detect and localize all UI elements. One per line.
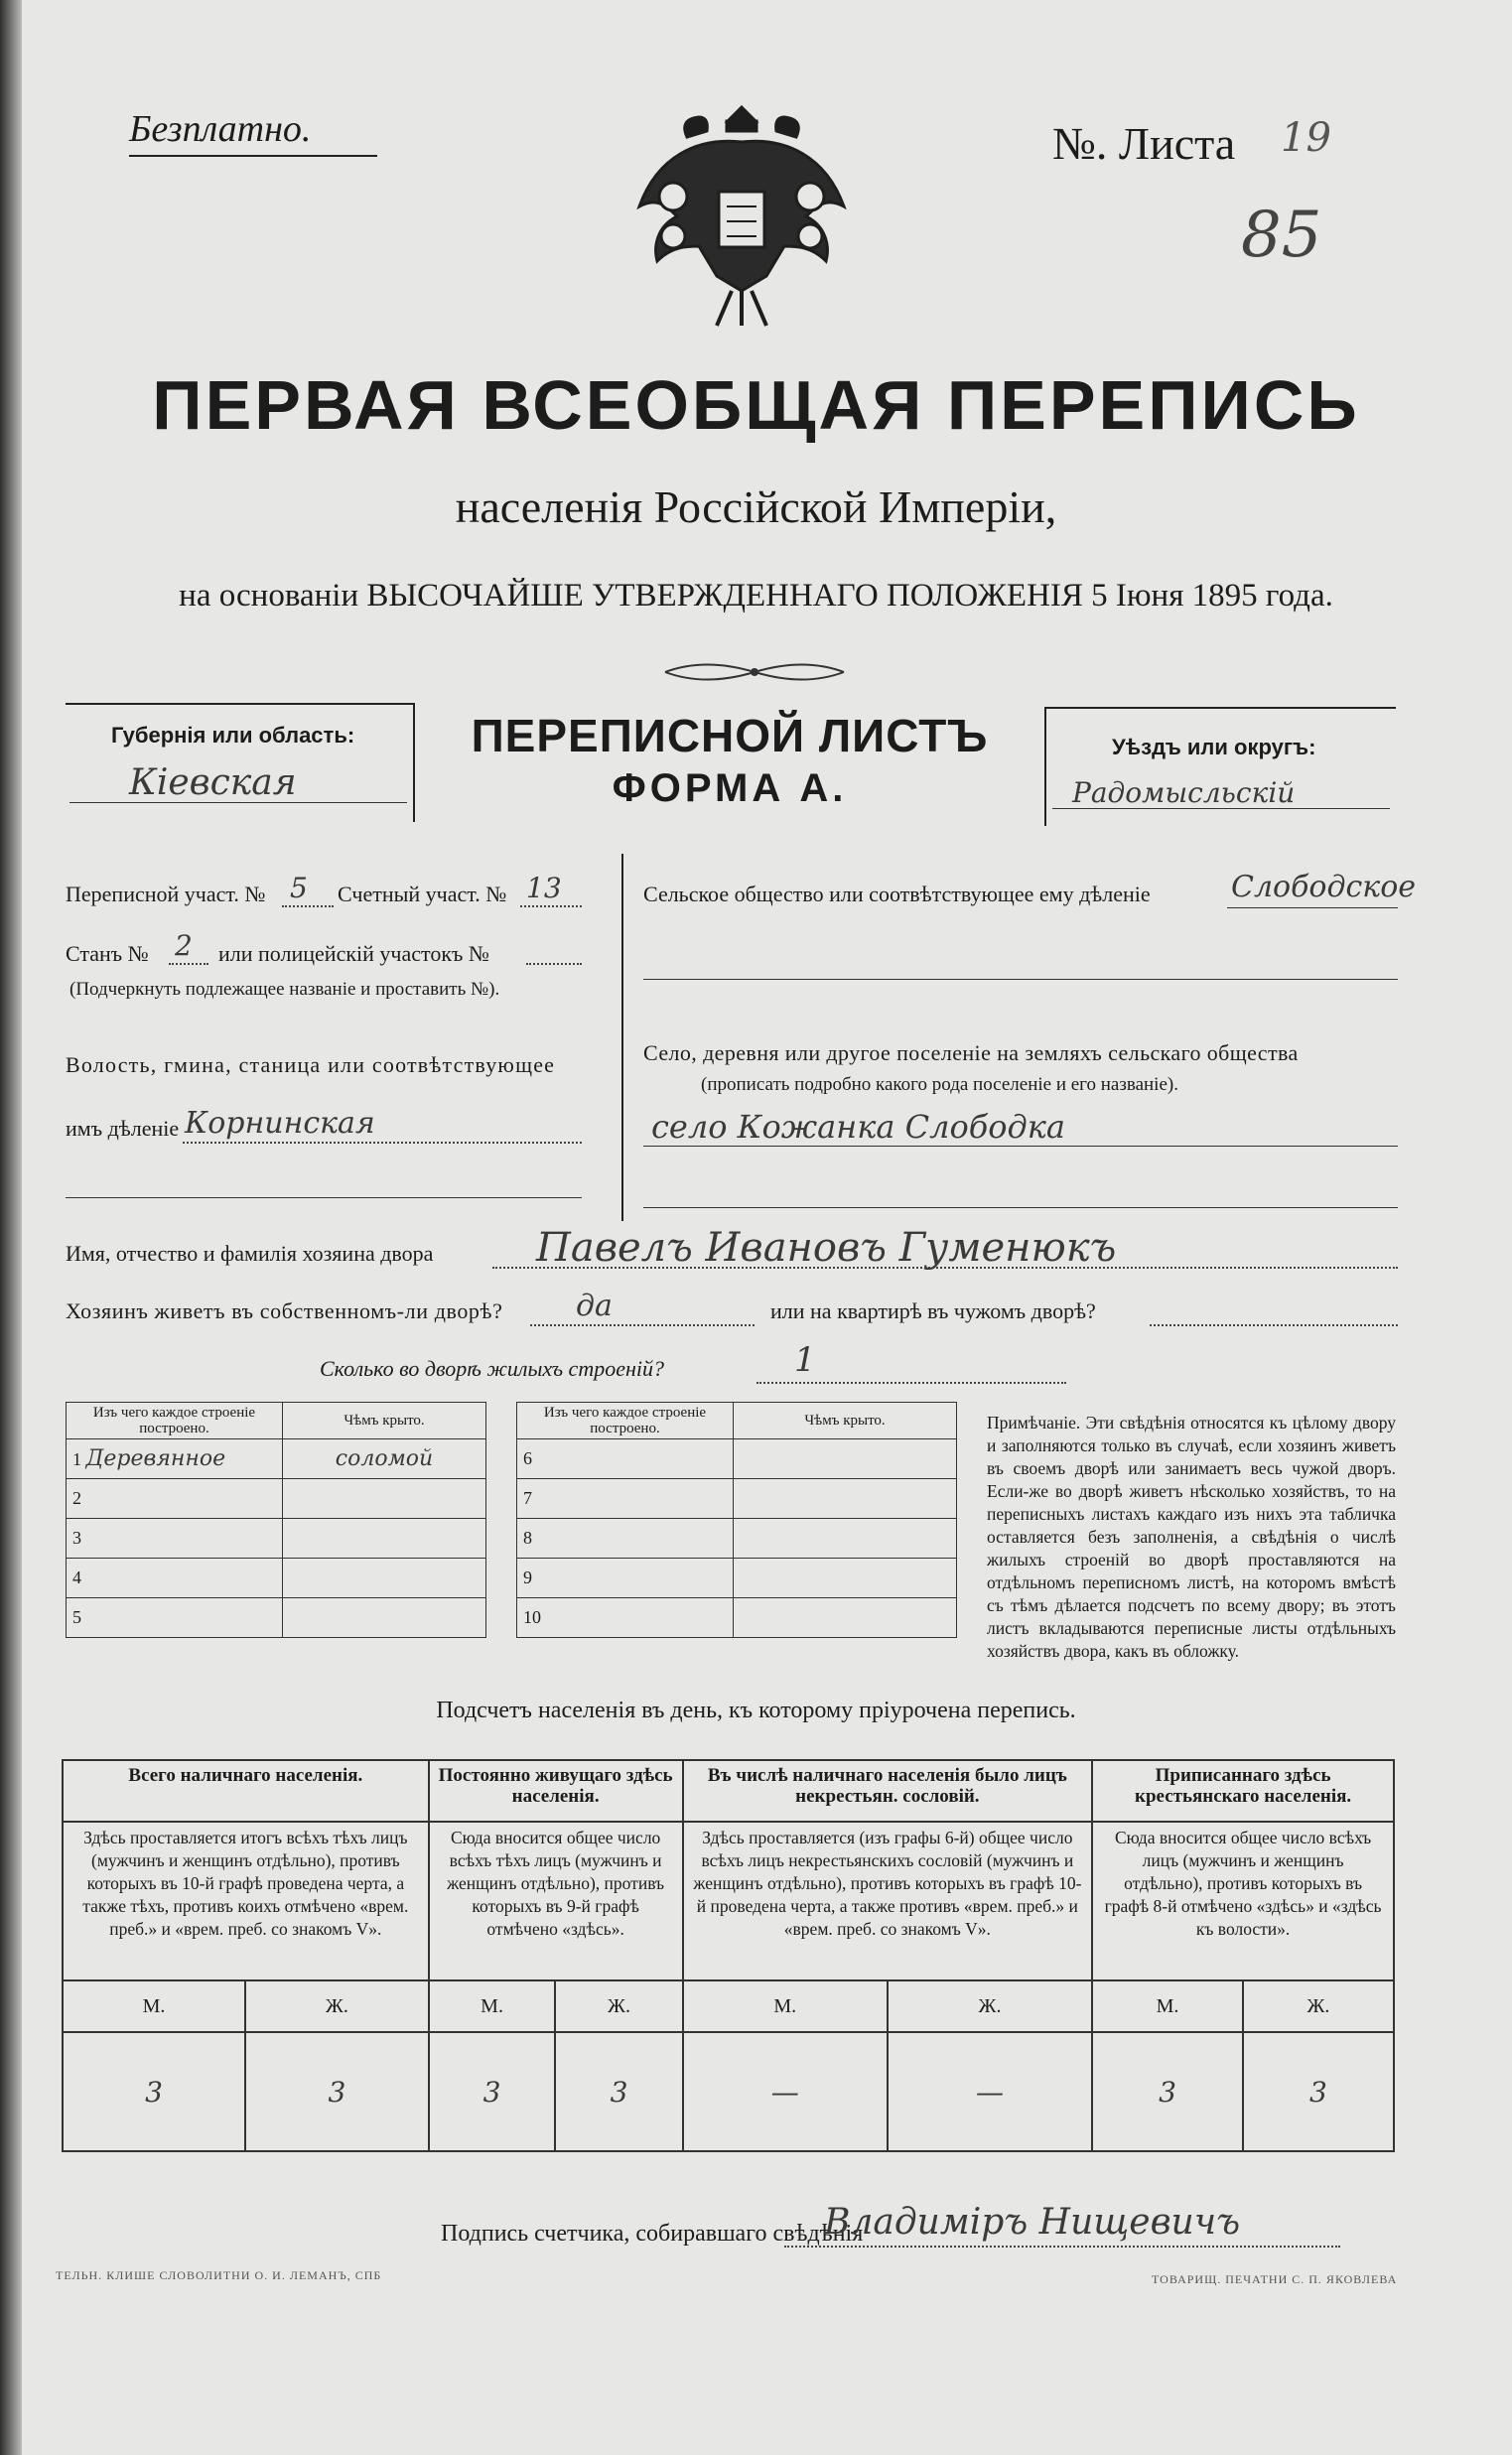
col-permanent-desc: Сюда вносится общее число всѣхъ тѣхъ лицъ (мужчинъ и женщинъ отдѣльно), противъ которыхъ въ 9-й графѣ отмѣчено «здѣсь». [429, 1822, 683, 1980]
owner-name-line [492, 1267, 1398, 1269]
uezd-label: Уѣздъ или округъ: [1112, 735, 1316, 759]
police-line [526, 963, 582, 965]
table-row: 5 [67, 1598, 486, 1638]
table-row: 10 [517, 1598, 957, 1638]
col-roof-header: Чѣмъ крыто. [283, 1403, 486, 1439]
count-section-value: 13 [526, 872, 562, 904]
title-basis: на основаніи ВЫСОЧАЙШЕ УТВЕРЖДЕННАГО ПОЛОЖЕНІЯ 5 Іюня 1895 года. [179, 578, 1333, 614]
f-label: Ж. [888, 1980, 1092, 2032]
table-row: 9 [517, 1559, 957, 1598]
own-yard-line [530, 1324, 755, 1326]
stan-value: 2 [175, 929, 193, 962]
society-label: Сельское общество или соотвѣтствующее ему дѣленіе [643, 882, 1151, 906]
buildings-value: 1 [794, 1340, 816, 1380]
col-roof-header-2: Чѣмъ крыто. [734, 1403, 957, 1439]
volost-value: Корнинская [185, 1106, 375, 1141]
col-total-head: Всего наличнаго населенія. [63, 1760, 429, 1822]
uezd-line [1052, 808, 1390, 809]
table-row: 2 [67, 1479, 486, 1519]
table-row: 4 [67, 1559, 486, 1598]
rented-line [1150, 1324, 1398, 1326]
census-section-value: 5 [290, 872, 308, 904]
footer-left: ТЕЛЬН. КЛИШЕ СЛОВОЛИТНИ О. И. ЛЕМАНЪ, СПБ [56, 2268, 382, 2282]
footer-right: ТОВАРИЩ. ПЕЧАТНИ С. П. ЯКОВЛЕВА [1152, 2272, 1398, 2286]
society-line [1227, 907, 1398, 908]
peasant-male-value: 3 [1092, 2032, 1243, 2151]
f-label: Ж. [1243, 1980, 1394, 2032]
ornament-divider [655, 657, 854, 687]
gubernia-label: Губернія или область: [111, 723, 355, 748]
signature-label: Подпись счетчика, собиравшаго свѣдѣнія [441, 2221, 864, 2247]
imperial-eagle-icon [627, 97, 856, 334]
total-male-value: 3 [63, 2032, 245, 2151]
owner-name-label: Имя, отчество и фамилія хозяина двора [66, 1241, 434, 1266]
table-row: 8 [517, 1519, 957, 1559]
village-line [643, 1146, 1398, 1147]
title-subtitle: населенія Россійской Имперіи, [455, 481, 1057, 532]
volost-line-2 [66, 1197, 582, 1198]
buildings-table-left [66, 1402, 486, 1638]
free-underline [129, 155, 377, 157]
stan-label: Станъ № [66, 941, 149, 966]
table-row: 3 [67, 1519, 486, 1559]
sheet-number-label: №. Листа [1052, 118, 1236, 169]
f-label: Ж. [555, 1980, 682, 2032]
table-row: 6 [517, 1439, 957, 1479]
buildings-table-right [516, 1402, 957, 1638]
village-note: (прописать подробно какого рода поселеніе и его названіе). [701, 1074, 1178, 1095]
nonpeasant-male-value: — [683, 2032, 888, 2151]
census-section-label: Переписной участ. № [66, 882, 266, 906]
own-yard-label: Хозяинъ живетъ въ собственномъ-ли дворѣ? [66, 1298, 503, 1323]
col-material-header-2: Изъ чего каждое строеніе построено. [517, 1403, 734, 1439]
m-label: М. [1092, 1980, 1243, 2032]
owner-name-value: Павелъ Ивановъ Гуменюкъ [536, 1225, 1117, 1271]
table-row: 1 Деревянное соломой [67, 1439, 486, 1479]
village-label: Село, деревня или другое поселеніе на земляхъ сельскаго общества [643, 1040, 1299, 1065]
permanent-male-value: 3 [429, 2032, 556, 2151]
nonpeasant-female-value: — [888, 2032, 1092, 2151]
title-main: ПЕРВАЯ ВСЕОБЩАЯ ПЕРЕПИСЬ [152, 366, 1360, 444]
stan-note: (Подчеркнуть подлежащее названіе и проставить №). [69, 979, 500, 1000]
m-label: М. [63, 1980, 245, 2032]
buildings-note: Примѣчаніе. Эти свѣдѣнія относятся къ цѣлому двору и заполняются только въ случаѣ, если хозяинъ живетъ въ своемъ дворѣ или занимаетъ весь чужой дворъ. Если-же во дворѣ живетъ нѣсколько хозяйствъ, то на переписныхъ листахъ каждаго изъ нихъ эта табличка оставляется безъ заполненія, а свѣдѣнія о числѣ жилыхъ строеній во дворѣ проставляются на отдѣльномъ переписномъ листѣ, на которомъ вмѣстѣ съ тѣмъ дѣлается подсчетъ по всему двору; въ этотъ листъ вкладываются переписные листы отдѣльныхъ хозяйствъ двора, какъ въ обложку. [987, 1413, 1396, 1661]
stan-line [169, 963, 208, 965]
society-value: Слободское [1231, 870, 1417, 904]
col-permanent-head: Постоянно живущаго здѣсь населенія. [429, 1760, 683, 1822]
buildings-line [756, 1382, 1066, 1384]
col-peasant-head: Приписаннаго здѣсь крестьянскаго населенія. [1092, 1760, 1394, 1822]
count-title: Подсчетъ населенія въ день, къ которому пріурочена перепись. [436, 1698, 1076, 1723]
census-section-line [282, 905, 334, 907]
count-section-label: Счетный участ. № [338, 882, 507, 906]
volost-line [183, 1142, 582, 1144]
col-total-desc: Здѣсь проставляется итогъ всѣхъ тѣхъ лицъ (мужчинъ и женщинъ отдѣльно), противъ которыхъ въ 10-й графѣ проведена черта, а также тѣхъ, противъ коихъ отмѣчено «врем. преб.» и «врем. преб. со знакомъ V». [63, 1822, 429, 1980]
col-nonpeasant-head: Въ числѣ наличнаго населенія было лицъ некрестьян. сословій. [683, 1760, 1093, 1822]
m-label: М. [429, 1980, 556, 2032]
permanent-female-value: 3 [555, 2032, 682, 2151]
col-nonpeasant-desc: Здѣсь проставляется (изъ графы 6-й) общее число всѣхъ лицъ некрестьянскихъ сословій (мужчинъ и женщинъ отдѣльно), противъ которыхъ въ графѣ 10-й проведена черта, а также противъ «врем. преб.» и «врем. преб. со знакомъ V». [683, 1822, 1093, 1980]
volost-label-2: имъ дѣленіе [66, 1116, 180, 1141]
sheet-number-handwritten: 19 [1281, 115, 1331, 161]
population-count-table [62, 1759, 1395, 2152]
uezd-value: Радомысльскій [1072, 776, 1296, 809]
col-peasant-desc: Сюда вносится общее число всѣхъ лицъ (мужчинъ и женщинъ отдѣльно), противъ которыхъ въ графѣ 8-й отмѣчено «здѣсь» и «здѣсь къ волости». [1092, 1822, 1394, 1980]
signature-value: Владиміръ Нищевичъ [824, 2202, 1241, 2243]
sheet-stamp-number: 85 [1241, 199, 1322, 272]
volost-label: Волость, гмина, станица или соотвѣтствующее [66, 1052, 556, 1077]
total-female-value: 3 [245, 2032, 429, 2151]
peasant-female-value: 3 [1243, 2032, 1394, 2151]
row-1-roof: соломой [283, 1439, 486, 1479]
section-divider [621, 854, 623, 1221]
buildings-label: Сколько во дворѣ жилыхъ строеній? [320, 1356, 664, 1381]
village-line-2 [643, 1207, 1398, 1208]
row-1-material: Деревянное [85, 1446, 226, 1471]
f-label: Ж. [245, 1980, 429, 2032]
society-line-2 [643, 979, 1398, 980]
table-row: 7 [517, 1479, 957, 1519]
count-section-line [520, 905, 582, 907]
rented-label: или на квартирѣ въ чужомъ дворѣ? [770, 1298, 1096, 1323]
free-label: Безплатно. [129, 108, 312, 150]
m-label: М. [683, 1980, 888, 2032]
gubernia-value: Кіевская [129, 762, 297, 803]
police-label: или полицейскій участокъ № [218, 941, 489, 966]
signature-line [784, 2246, 1340, 2248]
form-title: ПЕРЕПИСНОЙ ЛИСТЪ [471, 710, 989, 761]
own-yard-value: да [576, 1289, 613, 1323]
form-subtitle: ФОРМА А. [612, 766, 848, 810]
col-material-header: Изъ чего каждое строеніе построено. [67, 1403, 283, 1439]
village-value: село Кожанка Слободка [651, 1108, 1065, 1146]
gubernia-line [69, 802, 407, 803]
